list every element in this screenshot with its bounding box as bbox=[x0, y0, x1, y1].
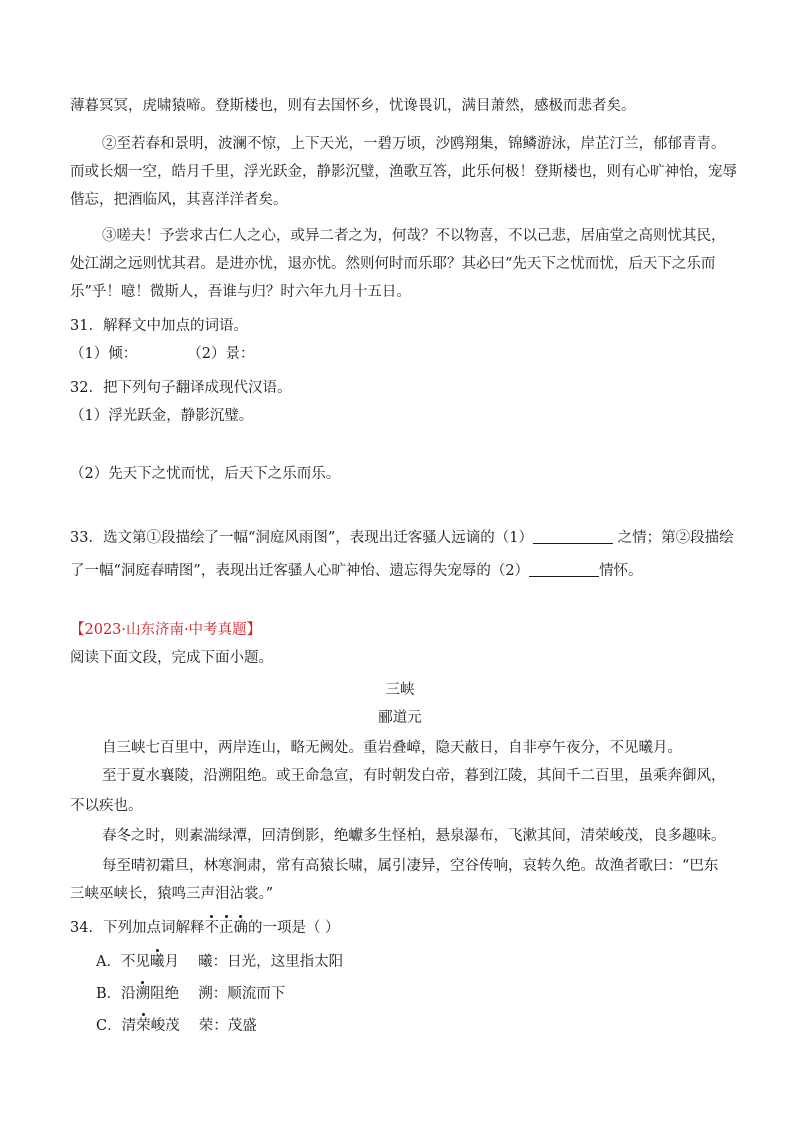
passage-line: ②至若春和景明，波澜不惊，上下天光，一碧万顷，沙鸥翔集，锦鳞游泳，岸芷汀兰，郁郁青青。 bbox=[102, 136, 726, 152]
exam-source: 【2023·山东济南·中考真题】 bbox=[70, 622, 262, 638]
question-31-stem: 31．解释文中加点的词语。 bbox=[70, 318, 248, 334]
passage-line: 每至晴初霜旦，林寒涧肃，常有高猿长啸，属引凄异，空谷传响，哀转久绝。故渔者歌曰：“巴东 bbox=[102, 858, 719, 874]
passage-line: 自三峡七百里中，两岸连山，略无阙处。重岩叠嶂，隐天蔽日，自非亭午夜分，不见曦月。 bbox=[102, 740, 682, 756]
emphasis-dot: 确 bbox=[233, 920, 248, 936]
question-31-parts bbox=[70, 344, 254, 364]
passage-line: 春冬之时，则素湍绿潭，回清倒影，绝巘多生怪柏，悬泉瀑布，飞漱其间，清荣峻茂，良多趣味。 bbox=[102, 828, 726, 844]
passage-line: 乐”乎！噫！微斯人，吾谁与归？时六年九月十五日。 bbox=[70, 284, 411, 300]
question-31-part-2: （2）景： bbox=[187, 346, 255, 362]
passage-line: 处江湖之远则忧其君。是进亦忧，退亦忧。然则何时而乐耶？其必曰“先天下之忧而忧，后天下之乐而 bbox=[70, 256, 716, 272]
emphasis-dot: 正 bbox=[218, 920, 234, 936]
passage-line: ③嗟夫！予尝求古仁人之心，或异二者之为，何哉？不以物喜，不以己悲，居庙堂之高则忧其民， bbox=[102, 228, 726, 244]
question-31-part-1: （1）倾： bbox=[70, 346, 138, 362]
emphasis-dot: 溯 bbox=[135, 986, 151, 1002]
emphasis-dot: 不 bbox=[204, 920, 219, 936]
poem-title: 三峡 bbox=[385, 682, 415, 698]
option-a[interactable]: A．不见曦月 曦：日光，这里指太阳 bbox=[96, 954, 344, 970]
passage-line: 偕忘，把酒临风，其喜洋洋者矣。 bbox=[70, 192, 288, 208]
question-32-part-2: （2）先天下之忧而忧，后天下之乐而乐。 bbox=[70, 466, 341, 482]
emphasis-dot: 荣 bbox=[136, 1018, 151, 1034]
option-c[interactable]: C．清荣峻茂 荣：茂盛 bbox=[96, 1018, 257, 1034]
question-33-line-1: 33．选文第①段描绘了一幅“洞庭风雨图”，表现出迁客骚人远谪的（1） 之情；第②段描绘 bbox=[70, 527, 734, 548]
answer-blank-1[interactable]: （1） bbox=[495, 530, 613, 546]
emphasis-dot: 曦 bbox=[149, 954, 165, 970]
passage-line: 而或长烟一空，皓月千里，浮光跃金，静影沉璧，渔歌互答，此乐何极！登斯楼也，则有心旷神怡，宠辱 bbox=[70, 164, 737, 180]
question-32-part-1: （1）浮光跃金，静影沉璧。 bbox=[70, 408, 254, 424]
passage-line: 三峡巫峡长，猿鸣三声泪沾裳。” bbox=[70, 886, 274, 902]
question-33-line-2: 了一幅“洞庭春晴图”，表现出迁客骚人心旷神怡、遗忘得失宠辱的（2） 情怀。 bbox=[70, 560, 643, 581]
passage-line: 薄暮冥冥，虎啸猿啼。登斯楼也，则有去国怀乡，忧谗畏讥，满目萧然，感极而悲者矣。 bbox=[70, 98, 636, 114]
answer-blank-2[interactable]: （2） bbox=[491, 563, 599, 579]
question-34-stem: 34．下列加点词解释不正确的一项是（ ） bbox=[70, 920, 340, 936]
question-32-stem: 32．把下列句子翻译成现代汉语。 bbox=[70, 380, 292, 396]
instruction: 阅读下面文段，完成下面小题。 bbox=[70, 650, 273, 666]
poem-author: 郦道元 bbox=[378, 710, 422, 726]
option-b[interactable]: B．沿溯阻绝 溯：顺流而下 bbox=[96, 986, 286, 1002]
passage-line: 不以疾也。 bbox=[70, 798, 143, 814]
passage-line: 至于夏水襄陵，沿溯阻绝。或王命急宣，有时朝发白帝，暮到江陵，其间千二百里，虽乘奔御风， bbox=[102, 768, 726, 784]
